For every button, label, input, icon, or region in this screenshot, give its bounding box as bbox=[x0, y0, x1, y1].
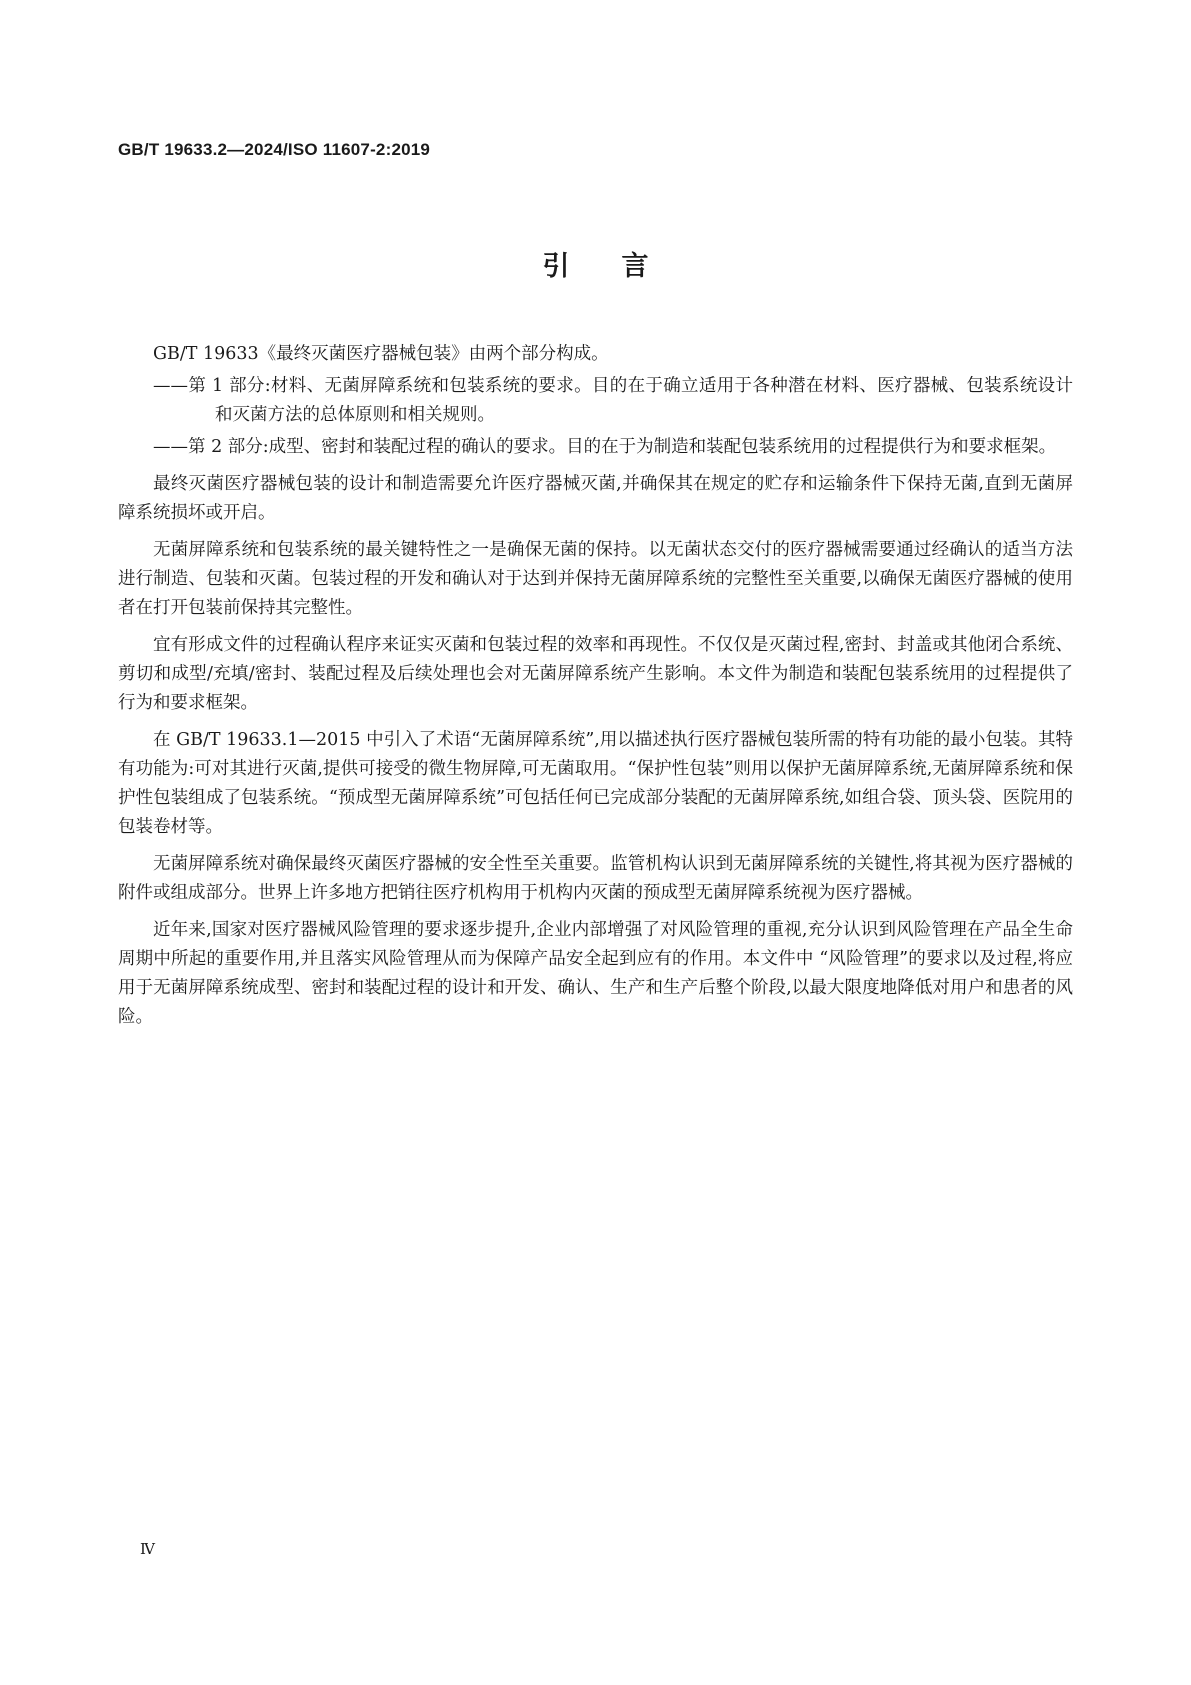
paragraph: 在 GB/T 19633.1—2015 中引入了术语“无菌屏障系统”,用以描述执行医疗器械包装所需的特有功能的最小包装。其特有功能为:可对其进行灭菌,提供可接受的微生物屏障,可无菌取用。“保护性包装”则用以保护无菌屏障系统,无菌屏障系统和保护性包装组成了包装系统。“预成型无菌屏障系统”可包括任何已完成部分装配的无菌屏障系统,如组合袋、顶头袋、医院用的包装卷材等。 bbox=[118, 730, 1073, 837]
document-code-header: GB/T 19633.2—2024/ISO 11607-2:2019 bbox=[118, 140, 431, 159]
introduction-body bbox=[118, 340, 1073, 1040]
paragraph: 宜有形成文件的过程确认程序来证实灭菌和包装过程的效率和再现性。不仅仅是灭菌过程,密封、封盖或其他闭合系统、剪切和成型/充填/密封、装配过程及后续处理也会对无菌屏障系统产生影响。本文件为制造和装配包装系统用的过程提供了行为和要求框架。 bbox=[118, 635, 1073, 713]
page-number: Ⅳ bbox=[140, 1540, 155, 1558]
paragraph: 最终灭菌医疗器械包装的设计和制造需要允许医疗器械灭菌,并确保其在规定的贮存和运输条件下保持无菌,直到无菌屏障系统损坏或开启。 bbox=[118, 474, 1073, 523]
list-item-part-2: ——第 2 部分:成型、密封和装配过程的确认的要求。目的在于为制造和装配包装系统用的过程提供行为和要求框架。 bbox=[153, 437, 1057, 457]
list-item-part-1: ——第 1 部分:材料、无菌屏障系统和包装系统的要求。目的在于确立适用于各种潜在材料、医疗器械、包装系统设计和灭菌方法的总体原则和相关规则。 bbox=[153, 376, 1073, 425]
paragraph: 近年来,国家对医疗器械风险管理的要求逐步提升,企业内部增强了对风险管理的重视,充分认识到风险管理在产品全生命周期中所起的重要作用,并且落实风险管理从而为保障产品安全起到应有的作用。本文件中 “风险管理”的要求以及过程,将应用于无菌屏障系统成型、密封和装配过程的设计和开发、确认、生产和生产后整个阶段,以最大限度地降低对用户和患者的风险。 bbox=[118, 920, 1073, 1027]
section-title: 引言 bbox=[542, 251, 701, 282]
paragraph: 无菌屏障系统对确保最终灭菌医疗器械的安全性至关重要。监管机构认识到无菌屏障系统的关键性,将其视为医疗器械的附件或组成部分。世界上许多地方把销往医疗机构用于机构内灭菌的预成型无菌屏障系统视为医疗器械。 bbox=[118, 854, 1073, 903]
paragraph: 无菌屏障系统和包装系统的最关键特性之一是确保无菌的保持。以无菌状态交付的医疗器械需要通过经确认的适当方法进行制造、包装和灭菌。包装过程的开发和确认对于达到并保持无菌屏障系统的完整性至关重要,以确保无菌医疗器械的使用者在打开包装前保持其完整性。 bbox=[118, 540, 1073, 618]
intro-paragraph: GB/T 19633《最终灭菌医疗器械包装》由两个部分构成。 bbox=[153, 344, 609, 364]
